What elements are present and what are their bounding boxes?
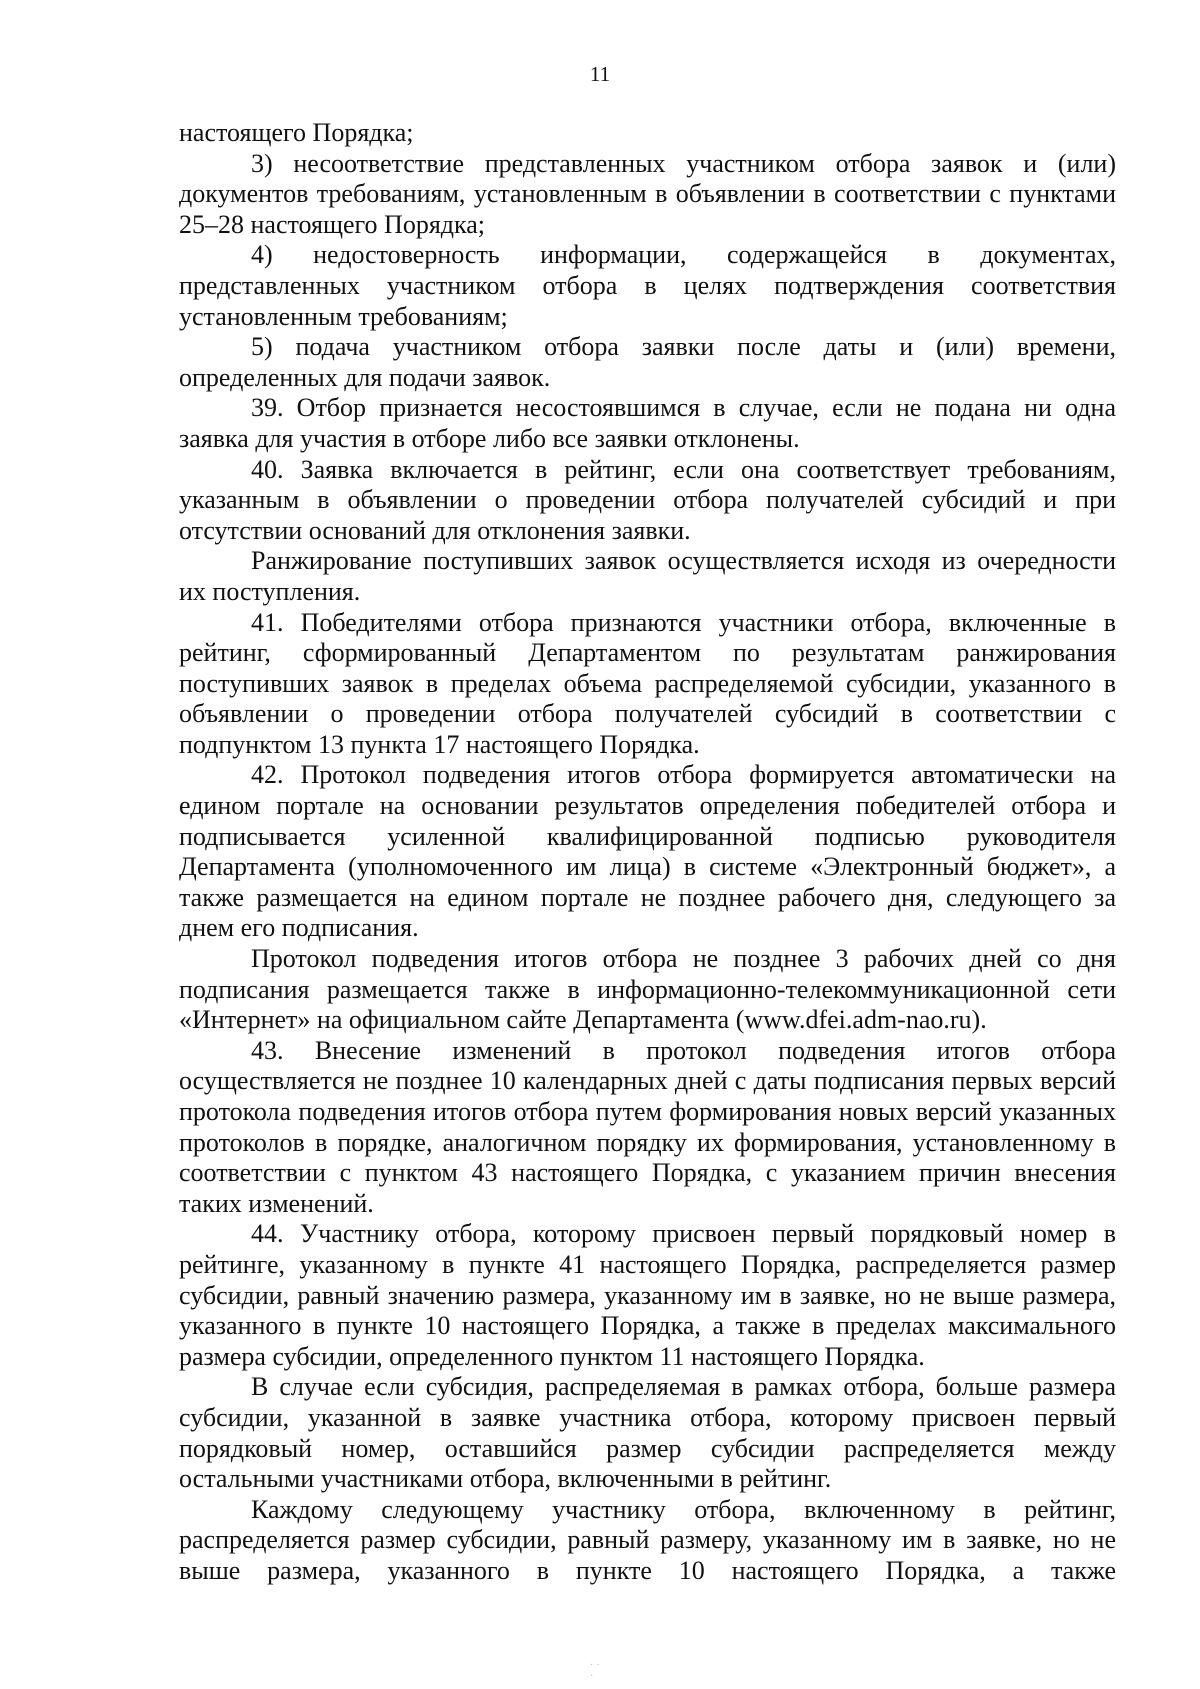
paragraph: Протокол подведения итогов отбора не позднее 3 рабочих дней со дня подписания размещается также в информационно-телекоммуникационной сети «Интернет» на официальном сайте Департамента (www.dfei.adm-nao.ru). (179, 944, 1116, 1035)
paragraph: Каждому следующему участнику отбора, включенному в рейтинг, распределяется размер субсидии, равный размеру, указанному им в заявке, но не выше размера, указанного в пункте 10 настоящего Порядка, а также (179, 1494, 1116, 1585)
paragraph: 43. Внесение изменений в протокол подведения итогов отбора осуществляется не позднее 10 календарных дней с даты подписания первых версий протокола подведения итогов отбора путем формирования новых версий указанных протоколов в порядке, аналогичном порядку их формирования, установленному в соответствии с пунктом 43 настоящего Порядка, с указанием причин внесения таких изменений. (179, 1035, 1116, 1218)
paragraph: 3) несоответствие представленных участником отбора заявок и (или) документов требованиям, установленным в объявлении в соответствии с пунктами 25–28 настоящего Порядка; (179, 148, 1116, 239)
paragraph: Ранжирование поступивших заявок осуществляется исходя из очередности их поступления. (179, 546, 1116, 606)
document-body (179, 118, 1116, 1587)
paragraph: 41. Победителями отбора признаются участники отбора, включенные в рейтинг, сформированный Департаментом по результатам ранжирования поступивших заявок в пределах объема распределяемой субсидии, указанного в объявлении о проведении отбора получателей субсидий в соответствии с подпунктом 13 пункта 17 настоящего Порядка. (179, 607, 1116, 759)
page-number: 11 (589, 62, 611, 86)
paragraph: настоящего Порядка; (179, 118, 414, 147)
paragraph: 39. Отбор признается несостоявшимся в случае, если не подана ни одна заявка для участия в отборе либо все заявки отклонены. (179, 393, 1116, 453)
paragraph: 44. Участнику отбора, которому присвоен первый порядковый номер в рейтинге, указанному в пункте 41 настоящего Порядка, распределяется размер субсидии, равный значению размера, указанному им в заявке, но не выше размера, указанного в пункте 10 настоящего Порядка, а также в пределах максимального размера субсидии, определенного пунктом 11 настоящего Порядка. (179, 1219, 1116, 1371)
scan-artifact: ·· · (590, 1660, 603, 1682)
paragraph: 42. Протокол подведения итогов отбора формируется автоматически на едином портале на основании результатов определения победителей отбора и подписывается усиленной квалифицированной подписью руководителя Департамента (уполномоченного им лица) в системе «Электронный бюджет», а также размещается на едином портале не позднее рабочего дня, следующего за днем его подписания. (179, 760, 1116, 943)
paragraph: 40. Заявка включается в рейтинг, если она соответствует требованиям, указанным в объявлении о проведении отбора получателей субсидий и при отсутствии оснований для отклонения заявки. (179, 454, 1116, 545)
paragraph: 4) недостоверность информации, содержащейся в документах, представленных участником отбора в целях подтверждения соответствия установленным требованиям; (179, 240, 1116, 331)
paragraph: 5) подача участником отбора заявки после даты и (или) времени, определенных для подачи заявок. (179, 332, 1116, 392)
paragraph: В случае если субсидия, распределяемая в рамках отбора, больше размера субсидии, указанной в заявке участника отбора, которому присвоен первый порядковый номер, оставшийся размер субсидии распределяется между остальными участниками отбора, включенными в рейтинг. (179, 1372, 1116, 1494)
